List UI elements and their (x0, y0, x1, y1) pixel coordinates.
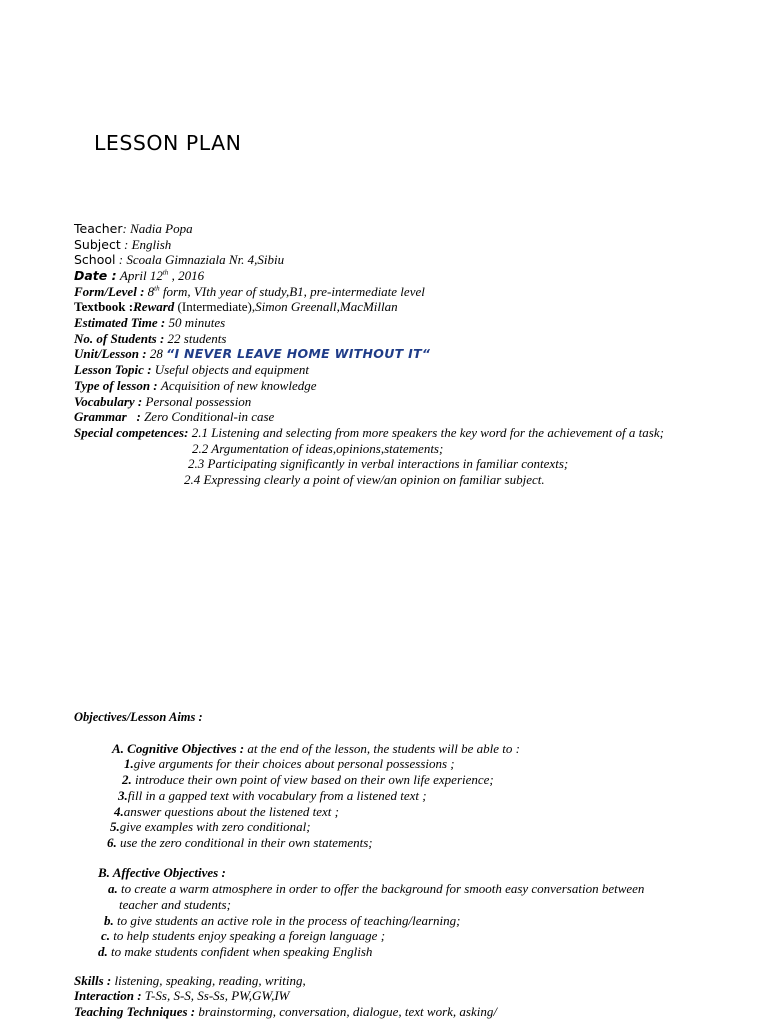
list-item: 2. introduce their own point of view based on their own life experience; (122, 772, 494, 787)
form-level-line (74, 284, 425, 300)
topic-label: Lesson Topic : (74, 362, 152, 377)
interaction-value: T-Ss, S-S, Ss-Ss, PW,GW,IW (144, 988, 290, 1003)
competence-item: 2.3 Participating significantly in verbal interactions in familiar contexts; (188, 456, 569, 471)
subject-label: Subject (74, 237, 121, 252)
topic-value: Useful objects and equipment (154, 362, 309, 377)
time-value: 50 minutes (168, 315, 226, 330)
competence-item: 2.1 Listening and selecting from more speakers the key word for the achievement of a task; (191, 425, 664, 440)
competence-item: 2.4 Expressing clearly a point of view/an opinion on familiar subject. (184, 472, 545, 487)
date-value: April 12th , 2016 (119, 268, 205, 283)
vocabulary-label: Vocabulary : (74, 394, 143, 409)
list-item: 1.give arguments for their choices about personal possessions ; (124, 756, 455, 771)
type-label: Type of lesson : (74, 378, 158, 393)
students-value: 22 students (167, 331, 227, 346)
type-value: Acquisition of new knowledge (160, 378, 317, 393)
school-colon: : (118, 252, 124, 267)
list-item: c. to help students enjoy speaking a foreign language ; (101, 928, 386, 943)
teacher-value: Nadia Popa (130, 221, 193, 236)
textbook-label: Textbook : (74, 299, 134, 314)
competence-item: 2.2 Argumentation of ideas,opinions,statements; (192, 441, 444, 456)
techniques-label: Teaching Techniques : (74, 1004, 196, 1019)
list-item: 6. use the zero conditional in their own statements; (107, 835, 373, 850)
list-item: 4.answer questions about the listened text ; (114, 804, 339, 819)
subject-colon: : (123, 237, 129, 252)
list-item: b. to give students an active role in the process of teaching/learning; (104, 913, 461, 928)
date-label: Date : (74, 268, 117, 283)
unit-line (74, 346, 430, 362)
time-line (74, 315, 225, 331)
list-item: 5.give examples with zero conditional; (110, 819, 311, 834)
textbook-level: (Intermediate), (177, 299, 256, 314)
competences-label: Special competences: (74, 425, 189, 440)
subject-value: English (131, 237, 172, 252)
grammar-label: Grammar : (74, 409, 141, 424)
school-line (74, 252, 284, 268)
skills-line (74, 973, 306, 989)
interaction-label: Interaction : (74, 988, 142, 1003)
unit-label: Unit/Lesson : (74, 346, 147, 361)
competences-line (74, 425, 664, 441)
time-label: Estimated Time : (74, 315, 166, 330)
cognitive-label: A. Cognitive Objectives : (112, 741, 245, 756)
students-line (74, 331, 226, 347)
interaction-line (74, 988, 290, 1004)
techniques-line (74, 1004, 497, 1020)
students-label: No. of Students : (74, 331, 165, 346)
skills-value: listening, speaking, reading, writing, (114, 973, 306, 988)
unit-number: 28 (149, 346, 163, 361)
topic-line (74, 362, 309, 378)
affective-heading: B. Affective Objectives : (98, 865, 226, 880)
type-line (74, 378, 317, 394)
skills-label: Skills : (74, 973, 112, 988)
vocabulary-value: Personal possession (145, 394, 252, 409)
school-label: School (74, 252, 116, 267)
vocabulary-line (74, 394, 251, 410)
form-level-label: Form/Level : (74, 284, 145, 299)
teacher-label: Teacher (74, 221, 123, 236)
techniques-value: brainstorming, conversation, dialogue, text work, asking/ (198, 1004, 497, 1019)
teacher-colon: : (122, 221, 127, 236)
subject-line (74, 237, 171, 253)
objectives-heading: Objectives/Lesson Aims : (74, 710, 203, 724)
teacher-line (74, 221, 193, 237)
list-item-continuation: teacher and students; (119, 897, 231, 912)
textbook-title: Reward (133, 299, 175, 314)
cognitive-intro: at the end of the lesson, the students will be able to : (247, 741, 520, 756)
grammar-line (74, 409, 274, 425)
unit-title: “I NEVER LEAVE HOME WITHOUT IT“ (166, 346, 431, 361)
grammar-value: Zero Conditional-in case (144, 409, 275, 424)
date-line (74, 268, 204, 284)
page-title: LESSON PLAN (94, 131, 242, 155)
cognitive-heading (112, 741, 520, 757)
form-level-value: 8th form, VIth year of study,B1, pre-intermediate level (147, 284, 425, 299)
textbook-line (74, 299, 398, 315)
list-item: a. to create a warm atmosphere in order to offer the background for smooth easy conversation between (108, 881, 645, 896)
textbook-author: Simon Greenall,MacMillan (255, 299, 398, 314)
list-item: d. to make students confident when speaking English (98, 944, 373, 959)
list-item: 3.fill in a gapped text with vocabulary from a listened text ; (118, 788, 427, 803)
school-value: Scoala Gimnaziala Nr. 4,Sibiu (126, 252, 285, 267)
